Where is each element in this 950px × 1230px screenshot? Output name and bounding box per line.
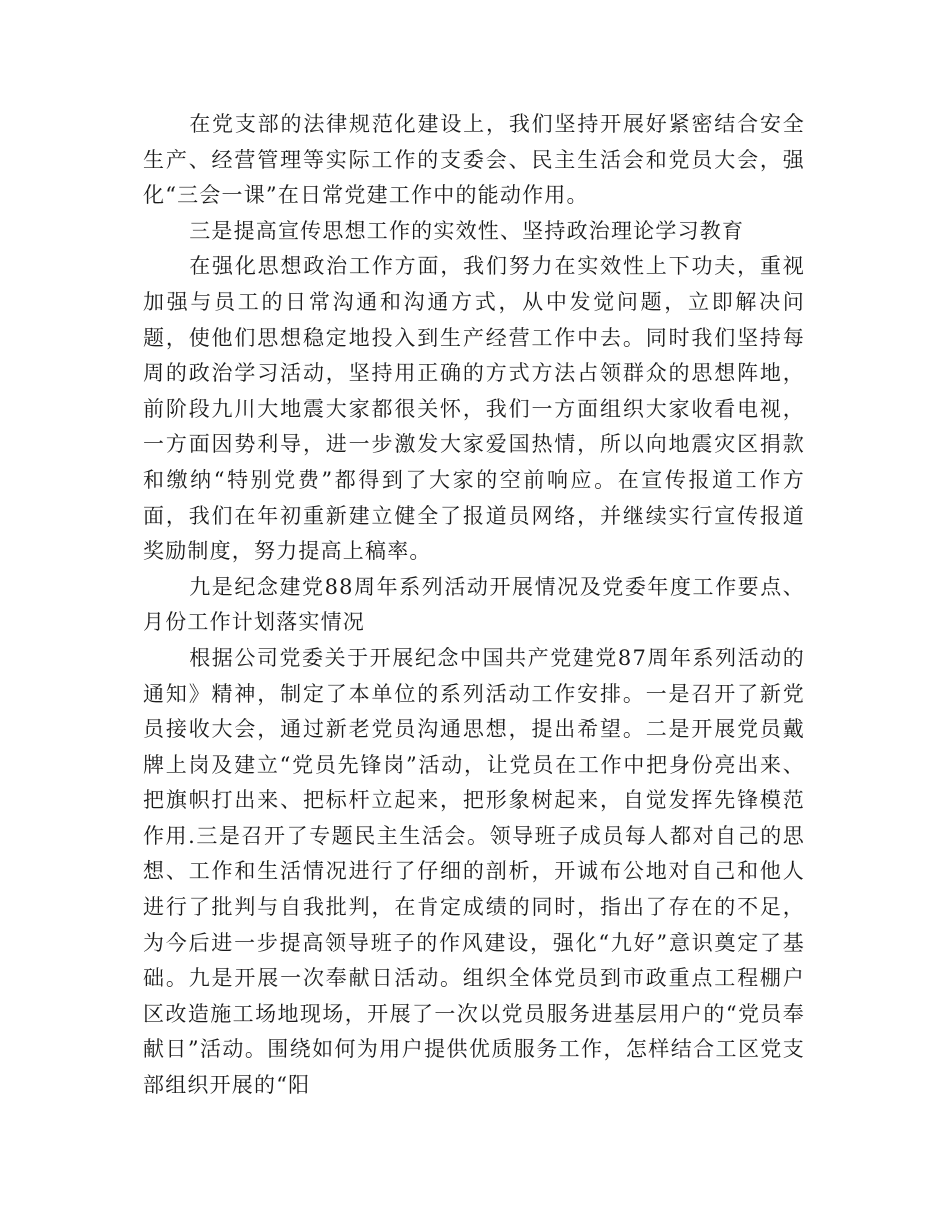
paragraph-heading-anniversary: 九是纪念建党88周年系列活动开展情况及党委年度工作要点、月份工作计划落实情况 [143, 574, 805, 635]
paragraph-heading-propaganda: 三是提高宣传思想工作的实效性、坚持政治理论学习教育 [189, 218, 745, 243]
paragraph-anniversary-activities: 根据公司党委关于开展纪念中国共产党建党87周年系列活动的通知》精神，制定了本单位的系列活动工作安排。一是召开了新党员接收大会，通过新老党员沟通思想，提出希望。二是开展党员戴牌上岗及建立“党员先锋岗”活动，让党员在工作中把身份亮出来、把旗帜打出来、把标杆立起来，把形象树起来，自觉发挥先锋模范作用.三是召开了专题民主生活会。领导班子成员每人都对自己的思想、工作和生活情况进行了仔细的剖析，开诚布公地对自己和他人进行了批判与自我批判，在肯定成绩的同时，指出了存在的不足，为今后进一步提高领导班子的作风建设，强化“九好”意识奠定了基础。九是开展一次奉献日活动。组织全体党员到市政重点工程棚户区改造施工场地现场，开展了一次以党员服务进基层用户的“党员奉献日”活动。围绕如何为用户提供优质服务工作，怎样结合工区党支部组织开展的“阳 [143, 645, 805, 1098]
paragraph-legal-construction: 在党支部的法律规范化建设上，我们坚持开展好紧密结合安全生产、经营管理等实际工作的支委会、民主生活会和党员大会，强化“三会一课”在日常党建工作中的能动作用。 [143, 112, 805, 208]
document-body [143, 107, 805, 1104]
paragraph-ideological-work: 在强化思想政治工作方面，我们努力在实效性上下功夫，重视加强与员工的日常沟通和沟通方式，从中发觉问题，立即解决问题，使他们思想稳定地投入到生产经营工作中去。同时我们坚持每周的政治学习活动，坚持用正确的方式方法占领群众的思想阵地，前阶段九川大地震大家都很关怀，我们一方面组织大家收看电视，一方面因势利导，进一步激发大家爱国热情，所以向地震灾区捐款和缴纳“特别党费”都得到了大家的空前响应。在宣传报道工作方面，我们在年初重新建立健全了报道员网络，并继续实行宣传报道奖励制度，努力提高上稿率。 [143, 254, 805, 564]
